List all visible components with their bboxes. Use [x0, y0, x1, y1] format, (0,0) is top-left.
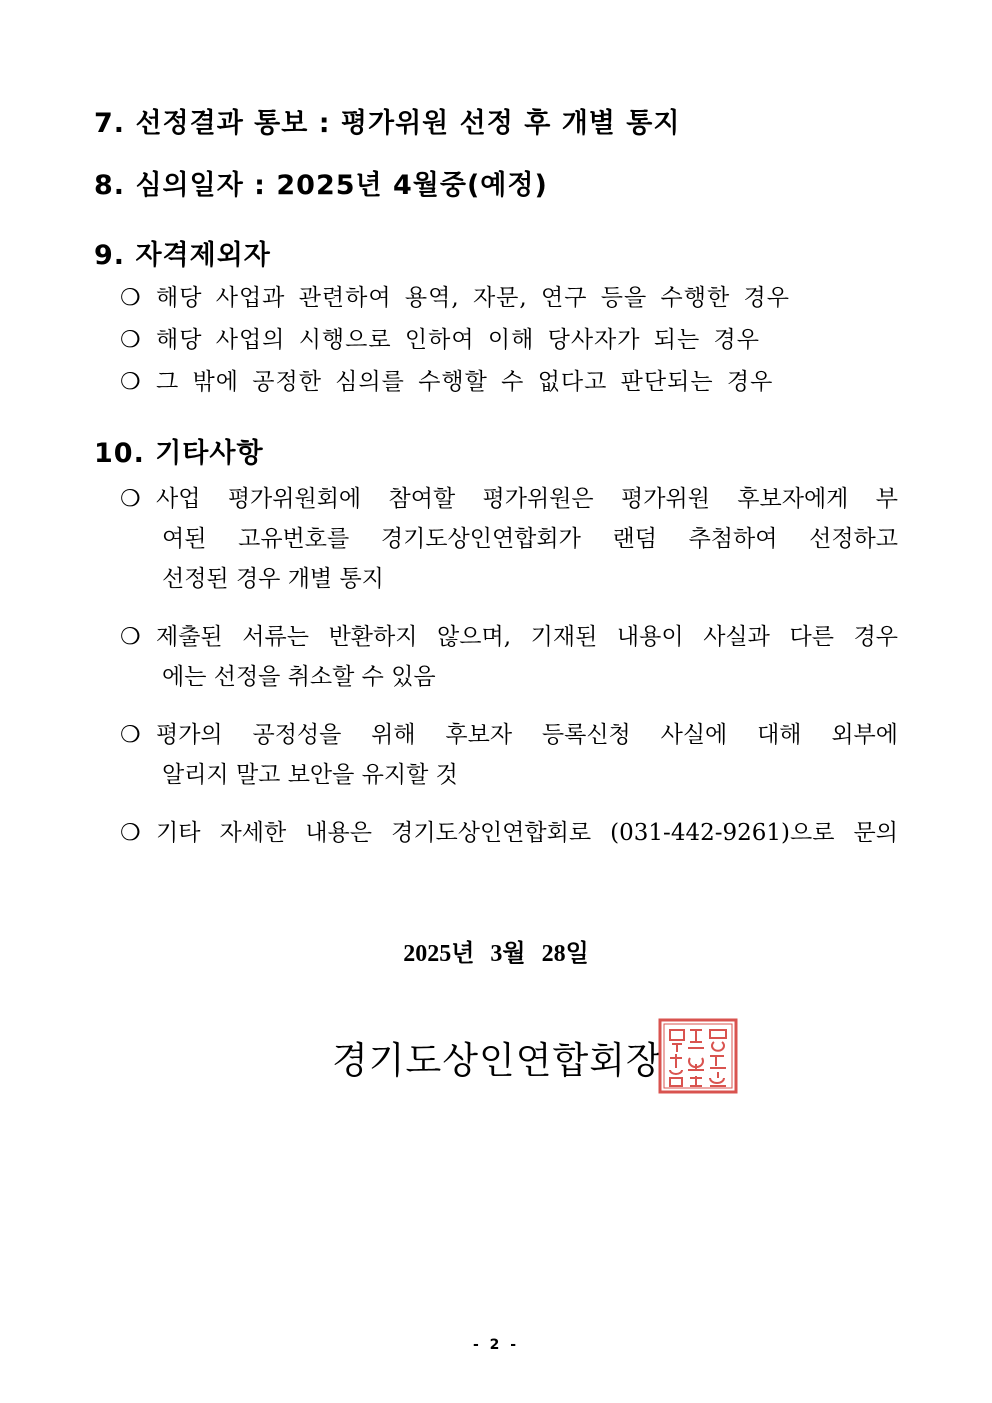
bullet-marker: ❍ [120, 820, 141, 846]
page-number: - 2 - [472, 1337, 520, 1353]
etc-item-line: ❍ 사업 평가위원회에 참여할 평가위원은 평가위원 후보자에게 부 [120, 486, 898, 512]
heading-9: 9. 자격제외자 [94, 240, 271, 271]
etc-item-line: ❍ 평가의 공정성을 위해 후보자 등록신청 사실에 대해 외부에 [120, 722, 898, 748]
etc-item-line: 알리지 말고 보안을 유지할 것 [162, 762, 458, 788]
heading-8: 8. 심의일자 : 2025년 4월중(예정) [94, 170, 548, 201]
heading-7: 7. 선정결과 통보 : 평가위원 선정 후 개별 통지 [94, 108, 681, 139]
etc-item-line: ❍ 기타 자세한 내용은 경기도상인연합회로 (031-442-9261)으로 문의 [120, 820, 898, 846]
bullet-marker: ❍ [120, 624, 141, 650]
signer-name: 경기도상인연합회장 [332, 1039, 663, 1082]
bullet-marker: ❍ [120, 486, 141, 512]
exclusion-item-text: 해당 사업의 시행으로 인하여 이해 당사자가 되는 경우 [156, 327, 760, 353]
etc-item-line: ❍ 제출된 서류는 반환하지 않으며, 기재된 내용이 사실과 다른 경우 [120, 624, 898, 650]
etc-item-1 [120, 488, 898, 608]
exclusion-item-text: 그 밖에 공정한 심의를 수행할 수 없다고 판단되는 경우 [156, 369, 774, 395]
etc-item-line: 여된 고유번호를 경기도상인연합회가 랜덤 추첨하여 선정하고 [162, 526, 898, 552]
etc-item-4 [120, 822, 898, 862]
exclusion-item-1 [120, 287, 790, 310]
issue-date: 2025년 3월 28일 [403, 941, 589, 967]
bullet-marker: ❍ [120, 369, 142, 395]
bullet-marker: ❍ [120, 722, 141, 748]
etc-item-3 [120, 724, 898, 804]
etc-item-2 [120, 626, 898, 706]
bullet-marker: ❍ [120, 327, 142, 353]
official-seal-icon [658, 1018, 738, 1094]
heading-10: 10. 기타사항 [94, 438, 264, 469]
etc-item-line: 에는 선정을 취소할 수 있음 [162, 664, 436, 690]
bullet-marker: ❍ [120, 285, 142, 311]
etc-item-line: 선정된 경우 개별 통지 [162, 566, 384, 592]
exclusion-item-2 [120, 329, 760, 352]
exclusion-item-3 [120, 371, 773, 394]
exclusion-item-text: 해당 사업과 관련하여 용역, 자문, 연구 등을 수행한 경우 [156, 285, 790, 311]
